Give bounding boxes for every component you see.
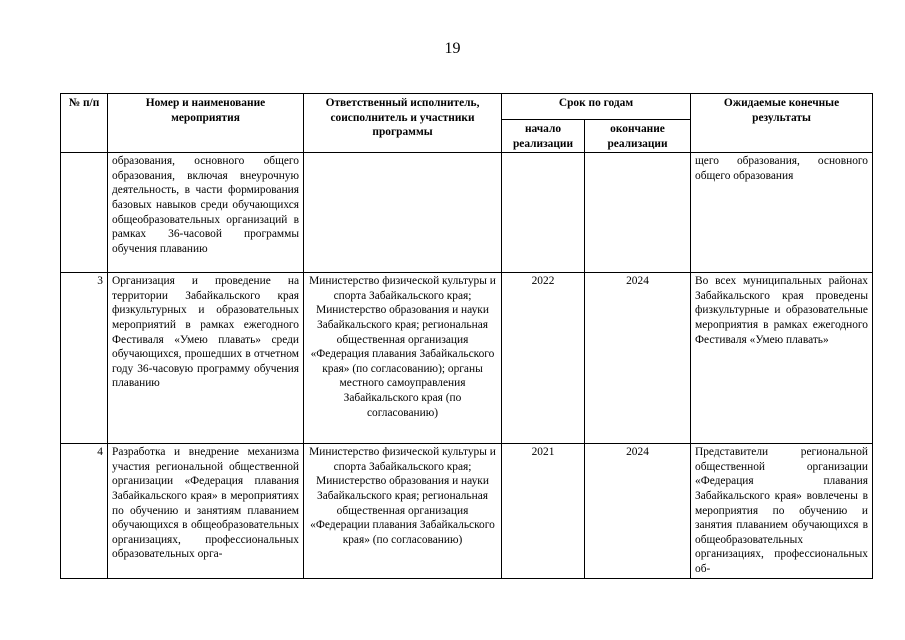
table-row	[61, 444, 873, 578]
cell-responsible: Министерство физической культуры и спорта Забайкальского края; Министерство образования и науки Забайкальского края; региональная общественная организация «Федерации плавания Забайкальского края» (по согласованию)	[304, 444, 502, 578]
activities-table	[60, 93, 873, 579]
header-results: Ожидаемые конечные результаты	[691, 94, 873, 153]
cell-results: Во всех муниципальных районах Забайкальского края проведены физкультурные и образовательные мероприятия в рамках ежегодного Фестиваля «Умею плавать»	[691, 273, 873, 444]
header-name: Номер и наименование мероприятия	[108, 94, 304, 153]
cell-end: 2024	[585, 444, 691, 578]
cell-start	[502, 153, 585, 273]
header-term: Срок по годам	[502, 94, 691, 120]
cell-num: 4	[61, 444, 108, 578]
cell-num: 3	[61, 273, 108, 444]
cell-results: щего образования, основного общего образования	[691, 153, 873, 273]
cell-name: образования, основного общего образования, включая внеурочную деятельность, в части формирования базовых навыков среди обучающихся общеобразовательных организаций в рамках 36-часовой программы обучения плаванию	[108, 153, 304, 273]
page-number: 19	[444, 40, 461, 57]
cell-responsible: Министерство физической культуры и спорта Забайкальского края; Министерство образования и науки Забайкальского края; региональная общественная организация «Федерация плавания Забайкальского края» (по согласованию); органы местного самоуправления Забайкальского края (по согласованию)	[304, 273, 502, 444]
header-start: начало реализации	[502, 120, 585, 153]
cell-responsible	[304, 153, 502, 273]
header-num: № п/п	[61, 94, 108, 153]
cell-end: 2024	[585, 273, 691, 444]
cell-name: Организация и проведение на территории Забайкальского края физкультурных и образовательных мероприятий в рамках ежегодного Фестиваля «Умею плавать» среди обучающихся, прошедших в отчетном году 36-часовую программу обучения плаванию	[108, 273, 304, 444]
header-responsible: Ответственный исполнитель, соисполнитель и участники программы	[304, 94, 502, 153]
cell-start: 2022	[502, 273, 585, 444]
cell-end	[585, 153, 691, 273]
cell-start: 2021	[502, 444, 585, 578]
cell-name: Разработка и внедрение механизма участия региональной общественной организации «Федерация плавания Забайкальского края» в мероприятиях по обучению и занятиям плаванием обучающихся в общеобразовательных организациях, профессиональных образовательных орга-	[108, 444, 304, 578]
table-row	[61, 273, 873, 444]
cell-num	[61, 153, 108, 273]
cell-results: Представители региональной общественной организации «Федерация плавания Забайкальского края» вовлечены в мероприятия по обучению и занятия плаванием обучающихся в общеобразовательных организациях, профессиональных об-	[691, 444, 873, 578]
header-end: окончание реализации	[585, 120, 691, 153]
table-row	[61, 153, 873, 273]
